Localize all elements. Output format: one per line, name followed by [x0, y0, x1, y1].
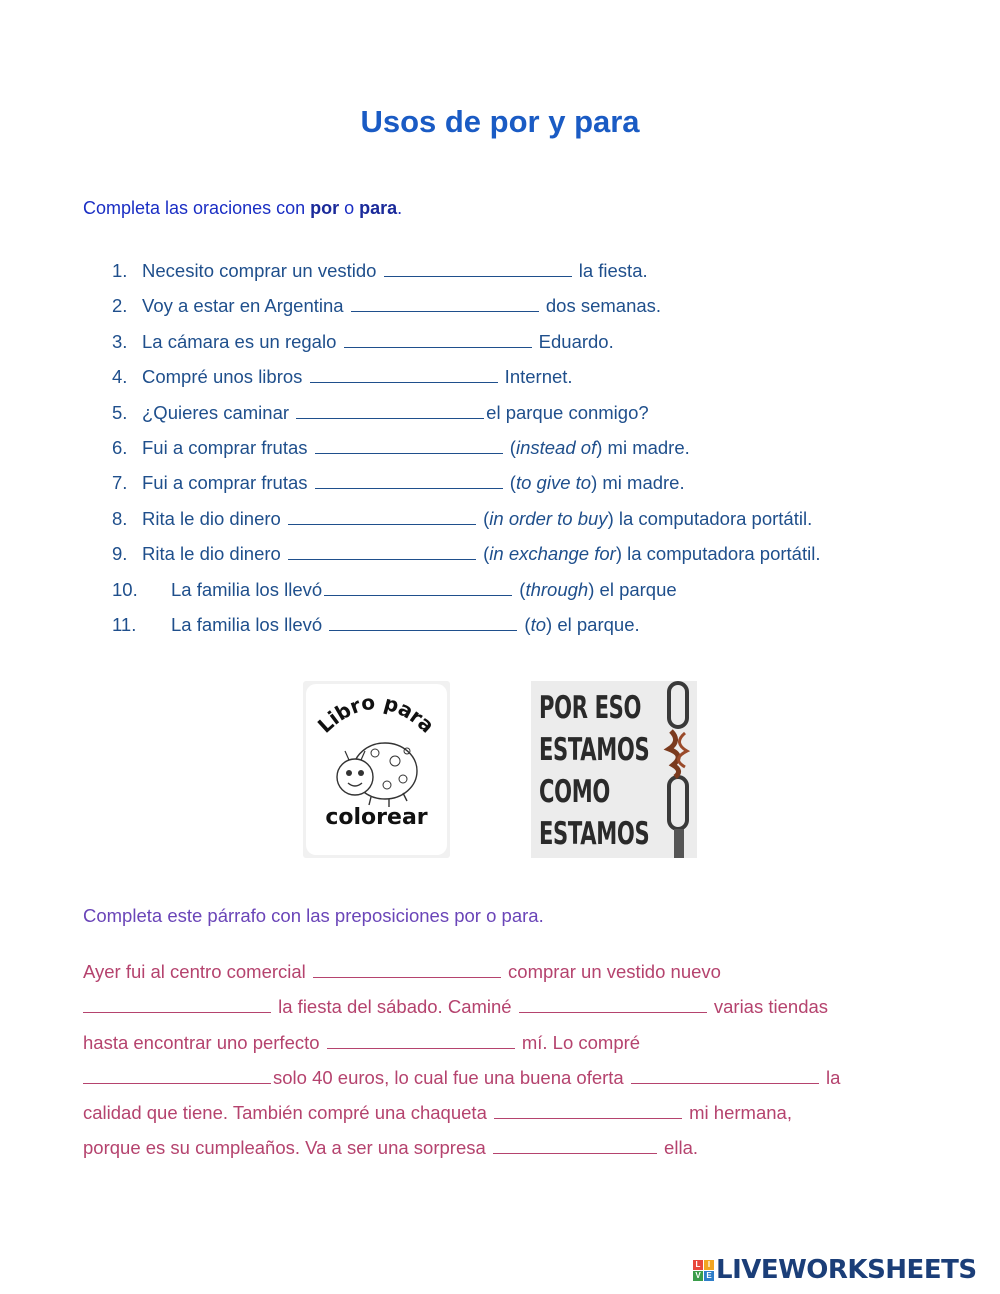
answer-blank[interactable]	[329, 612, 517, 631]
exercise-text: mi madre.	[597, 472, 685, 494]
exercise-number: 1.	[112, 260, 128, 281]
paragraph-text: mí. Lo compré	[516, 1031, 641, 1053]
badge-letter: L	[693, 1260, 703, 1270]
exercise-item	[112, 364, 820, 399]
answer-blank[interactable]	[296, 400, 484, 419]
paragraph-blank[interactable]	[519, 994, 707, 1013]
badge-letter: I	[704, 1260, 714, 1270]
page-title: Usos de por y para	[360, 104, 640, 139]
exercise-number: 11.	[112, 613, 137, 635]
paragraph-text: hasta encontrar uno perfecto	[83, 1031, 325, 1053]
exercise-hint: to give to	[515, 472, 592, 494]
exercise-text: la computadora portátil.	[613, 507, 813, 529]
exercise-text: Fui a comprar frutas	[142, 436, 313, 458]
paragraph-text: comprar un vestido nuevo	[502, 961, 721, 982]
instruction-suffix: .	[397, 198, 403, 218]
exercise-item: 10. La familia los llevó (through) el parque	[112, 578, 677, 600]
exercise-item: 7. Fui a comprar frutas (to give to) mi madre.	[112, 472, 685, 494]
badge-letter: V	[693, 1271, 703, 1281]
exercise-item	[112, 293, 820, 328]
paragraph-text: la	[820, 1066, 841, 1088]
exercise-number: 4.	[112, 366, 128, 388]
exercise-number: 5.	[112, 401, 128, 423]
badge-letter: E	[704, 1271, 714, 1281]
exercise-number: 8.	[112, 507, 128, 529]
exercise-text: Rita le dio dinero	[142, 507, 286, 529]
answer-blank[interactable]	[310, 364, 498, 383]
paragraph-text: Ayer fui al centro comercial	[83, 961, 311, 982]
exercise-text: La familia los llevó	[171, 613, 328, 635]
answer-blank[interactable]	[324, 577, 512, 596]
exercise-text: el parque conmigo?	[486, 401, 649, 423]
liveworksheets-logo[interactable]	[693, 1255, 977, 1285]
poster-line: ESTAMOS	[539, 816, 650, 852]
exercise-hint: through	[525, 578, 589, 600]
exercise-item: 8. Rita le dio dinero (in order to buy) la computadora portátil.	[112, 507, 813, 529]
exercise-hint: instead of	[515, 436, 597, 458]
exercise-text: La cámara es un regalo	[142, 330, 342, 352]
paragraph-text: la fiesta del sábado. Caminé	[273, 996, 517, 1018]
paragraph-text: mi hermana,	[684, 1102, 792, 1124]
exercise-text: Eduardo.	[533, 330, 614, 352]
exercise-number: 2.	[112, 295, 128, 317]
exercise-item: 6. Fui a comprar frutas (instead of) mi madre.	[112, 436, 690, 458]
exercise-text: el parque	[594, 578, 677, 600]
answer-blank[interactable]	[351, 293, 539, 312]
poster-text	[539, 687, 649, 855]
paragraph-blank[interactable]	[631, 1065, 819, 1084]
por-eso-poster-image	[531, 681, 697, 858]
instruction-middle: o	[339, 198, 360, 218]
liveworksheets-badge-icon	[693, 1260, 714, 1281]
exercise-text: Rita le dio dinero	[142, 543, 286, 565]
paragraph-blank[interactable]	[83, 994, 271, 1013]
exercise-hint: to	[530, 613, 547, 635]
exercise-number: 10.	[112, 578, 138, 600]
exercise-text: Necesito comprar un vestido	[142, 260, 382, 281]
exercise-hint: in order to buy	[489, 507, 608, 529]
exercise-text: el parque.	[552, 613, 640, 635]
exercise-hint: in exchange for	[489, 543, 616, 565]
paragraph-text: ella.	[658, 1137, 698, 1159]
keyword-por: por	[310, 198, 340, 218]
exercise-item	[112, 400, 820, 435]
fill-paragraph	[83, 958, 913, 1170]
poster-line: COMO	[539, 774, 610, 810]
paragraph-text: calidad que tiene. También compré una chaqueta	[83, 1102, 492, 1124]
coloring-book-subtitle: colorear	[325, 805, 428, 830]
exercise-item: 11. La familia los llevó (to) el parque.	[112, 613, 640, 635]
answer-blank[interactable]	[315, 435, 503, 454]
coloring-book-image	[303, 681, 450, 858]
answer-blank[interactable]	[344, 329, 532, 348]
exercise-item: 9. Rita le dio dinero (in exchange for) la computadora portátil.	[112, 543, 821, 565]
poster-line: POR ESO	[539, 690, 642, 726]
exercise-text: ¿Quieres caminar	[142, 401, 295, 423]
answer-blank[interactable]	[288, 541, 476, 560]
chain-icon	[661, 681, 697, 858]
answer-blank[interactable]	[315, 470, 503, 489]
paragraph-blank[interactable]	[83, 1065, 271, 1084]
exercise-text: la fiesta.	[573, 260, 648, 281]
answer-blank[interactable]	[288, 506, 476, 525]
exercise-text: Compré unos libros	[142, 366, 308, 388]
paragraph-text: porque es su cumpleaños. Va a ser una sorpresa	[83, 1137, 491, 1159]
exercise-text: Internet.	[499, 366, 573, 388]
paragraph-blank[interactable]	[494, 1100, 682, 1119]
exercise-text: La familia los llevó	[171, 578, 323, 600]
exercise-number: 9.	[112, 543, 128, 565]
paragraph-blank[interactable]	[327, 1030, 515, 1049]
exercise-text: dos semanas.	[540, 295, 662, 317]
paragraph-blank[interactable]	[313, 959, 501, 978]
exercise-number: 3.	[112, 330, 128, 352]
answer-blank[interactable]	[384, 258, 572, 277]
paragraph-text: varias tiendas	[708, 996, 829, 1018]
coloring-book-title: Libro para	[312, 689, 440, 738]
poster-line: ESTAMOS	[539, 732, 650, 768]
exercise-number: 6.	[112, 436, 128, 458]
logo-text: LIVEWORKSHEETS	[716, 1255, 977, 1285]
exercise-text: Voy a estar en Argentina	[142, 295, 349, 317]
exercise-item	[112, 258, 820, 293]
section2-title: Completa este párrafo con las preposiciones por o para.	[83, 905, 544, 926]
exercise-number: 7.	[112, 472, 128, 494]
exercise-item	[112, 329, 820, 364]
exercise-list	[112, 258, 820, 647]
ladybug-icon	[303, 681, 450, 858]
paragraph-blank[interactable]	[493, 1135, 657, 1154]
instruction	[83, 198, 402, 219]
exercise-text: mi madre.	[602, 436, 690, 458]
exercise-text: Fui a comprar frutas	[142, 472, 313, 494]
paragraph-text: solo 40 euros, lo cual fue una buena oferta	[273, 1066, 629, 1088]
exercise-text: la computadora portátil.	[621, 543, 821, 565]
instruction-prefix: Completa las oraciones con	[83, 198, 311, 218]
keyword-para: para	[359, 198, 398, 218]
